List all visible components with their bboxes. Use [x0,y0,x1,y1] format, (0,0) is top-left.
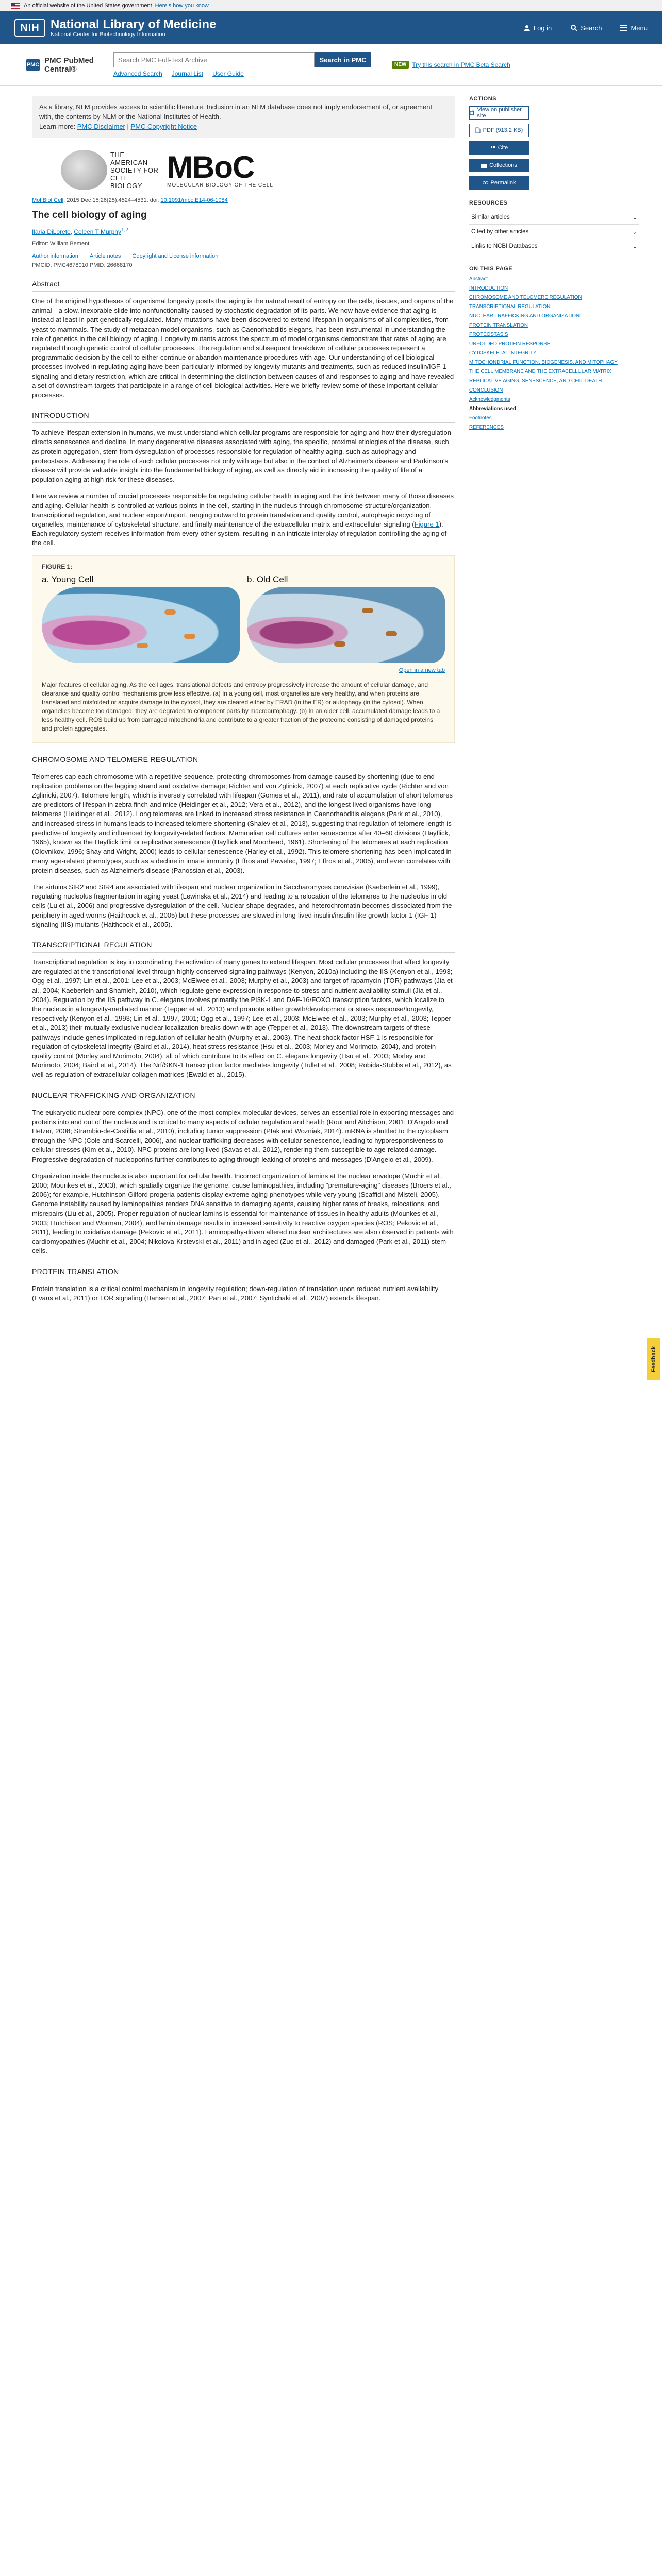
pdf-button[interactable] [469,124,529,137]
section-heading-nuclear: NUCLEAR TRAFFICKING AND ORGANIZATION [32,1091,455,1103]
chevron-down-icon: ⌄ [632,214,637,221]
search-icon [570,24,577,31]
old-cell-illustration [247,587,445,663]
advanced-search-link[interactable]: Advanced Search [113,70,162,77]
pmc-logo-text: PMC PubMed Central® [44,56,94,74]
author-affil: 1,2 [121,227,128,233]
mitochondrion-icon [164,609,176,615]
external-link-icon [470,110,474,115]
pmc-bar [0,44,662,86]
toc-item[interactable]: NUCLEAR TRAFFICKING AND ORGANIZATION [469,313,580,319]
protein-paragraph: Protein translation is a critical control mechanism in longevity regulation; down-regulation of translation upon reduced nutrient availability (Evans et al., 2011) or TOR signaling (Hansen et al., 2007; Pan et al., 2007; Syntichaki et al., 2007) extends lifespan. [32,1284,439,1302]
journal-list-link[interactable]: Journal List [171,70,204,77]
resource-label: Similar articles [471,214,510,221]
pmc-links [113,70,371,77]
citation [32,197,455,204]
collections-label: Collections [489,162,517,168]
pmc-copyright-link[interactable]: PMC Copyright Notice [130,123,197,130]
notice-text: As a library, NLM provides access to scientific literature. Inclusion in an NLM database does not imply endorsement of, or agreement with, the contents by NLM or the National Institutes of Health. [39,103,433,121]
panel-title-old: b. Old Cell [247,574,288,584]
nlm-subtitle: National Center for Biotechnology Information [51,31,166,38]
toc-item[interactable]: UNFOLDED PROTEIN RESPONSE [469,341,551,347]
view-publisher-button[interactable] [469,106,529,120]
figure-panel-old [247,574,445,663]
view-publisher-label: View on publisher site [477,107,522,119]
cite-label: Cite [498,145,508,151]
user-icon [523,24,531,31]
quote-icon [490,145,495,150]
permalink-button[interactable] [469,176,529,190]
notice-learn-more: Learn more: [39,123,76,130]
meta-links [32,253,455,259]
toc-item[interactable]: MITOCHONDRIAL FUNCTION, BIOGENESIS, AND MITOPHAGY [469,360,618,365]
nlm-name: National Library of Medicine [51,18,217,31]
mboc-logo [167,149,273,188]
menu-label: Menu [631,24,648,32]
mitochondrion-icon [386,631,397,636]
resources-heading: RESOURCES [469,200,508,206]
telomere-paragraph: Telomeres cap each chromosome with a repetitive sequence, protecting chromosomes from damage caused by shortening (due to end-replication problems on the lagging strand and oxidative damage; Richter and von Zglinicki, 2007) at each replicative cycle (Richter and von Zglinicki, 2007). Telomere length, which is inversely correlated with lifespan (Gomes et al., 2011), and rate of accumulation of short telomeres are predictors of lifespan in zebra finch and mice (Heidinger et al., 2012; Vera et al., 2012), and the longest-lived organisms have long telomeres (Heidinger et al., 2012). Long telomeres are linked to increased stress resistance in Caenorhabditis elegans (Park et al., 2010), and increased stress in humans leads to increased telomere shortening (Shalev et al., 2013), suggesting that regulation of telomere length is predictive of longevity and influenced by longevity-related factors. Mammalian cell cultures enter senescence after 40–60 divisions (Hayflick, 1965), known as the Hayflick limit or replicative senescence (Hayflick and Moorhead, 1961). Shortening of the telomeres at each replication (Olovnikov, 1996; Shay and Wright, 2000) leads to cellular senescence (Harley et al., 1992). This telomere shortening has been implicated in many age-related phenotypes, such as a decline in innate immunity (Effros and Pawelec, 1997; Effros et al., 2005), and even correlates with protein diseases, such as Alzheimer's disease (Panossian et al., 2003). [32,772,453,874]
login-label: Log in [533,24,552,32]
menu-button[interactable] [620,24,648,32]
menu-icon [620,25,627,31]
citation-rest: . 2015 Dec 15;26(25):4524–4531. doi: [63,197,159,204]
article-notes-link[interactable]: Article notes [89,253,121,259]
journal-banner[interactable] [32,147,455,193]
mboc-mark: MBoC [167,149,255,184]
mitochondrion-icon [137,643,148,648]
section-heading-transcription: TRANSCRIPTIONAL REGULATION [32,941,455,953]
figure-panel-young [42,574,240,663]
nlm-header [0,11,662,44]
mitochondrion-icon [334,641,345,647]
author-link[interactable]: Ilaria DiLoreto [32,228,71,235]
pmc-logo[interactable] [26,56,113,74]
article-main [32,96,455,1310]
editor: Editor: William Bement [32,241,90,247]
feedback-button[interactable] [647,1338,660,1380]
author-link[interactable]: Coleen T Murphy [74,228,121,235]
pmc-logo-mark: PMC [26,59,40,71]
gov-banner-link[interactable]: Here's how you know [155,3,209,9]
section-heading-introduction: INTRODUCTION [32,411,455,423]
section-heading-protein: PROTEIN TRANSLATION [32,1267,455,1279]
toc-item[interactable]: THE CELL MEMBRANE AND THE EXTRACELLULAR MATRIX [469,369,611,375]
on-this-page-heading: ON THIS PAGE [469,266,513,272]
ascb-name: THE AMERICAN SOCIETY FOR CELL BIOLOGY [110,150,159,190]
resource-cited-by[interactable] [469,225,639,239]
us-flag-icon [11,3,20,9]
pmc-beta [392,61,510,69]
authors: Ilaria DiLoreto, Coleen T Murphy$^{1,2}$ [32,227,128,235]
notice-sep: | [127,123,129,130]
toc-item[interactable]: TRANSCRIPTIONAL REGULATION [469,304,551,310]
resource-similar-articles[interactable] [469,210,639,225]
resource-ncbi-links[interactable] [469,239,639,253]
intro-paragraph: To achieve lifespan extension in humans, we must understand which cellular programs are responsible for aging and how their dysregulation directs senescence and decline. In many degenerative diseases associated with aging, the specific, proximal etiologies of the disease, such as protein aggregation, stem from dysregulation of processes responsible for regulation of healthy aging, such as autophagy and proteostasis. Addressing the role of such cellular processes not only with age but also in the context of Alzheimer's disease and Parkinson's disease will provide valuable insight into the fundamental biology of aging, as well as directly aid in increasing the quality of life of a population aging at high risk for these diseases. [32,429,451,484]
intro-paragraph [32,492,455,548]
article-ids: PMCID: PMC4678010 PMID: 26668170 [32,262,133,268]
section-heading-telomere: CHROMOSOME AND TELOMERE REGULATION [32,755,455,767]
login-button[interactable] [523,24,552,32]
figure-1 [32,555,455,743]
mitochondrion-icon [362,608,373,613]
open-in-new-tab-row [42,667,445,673]
nih-logo[interactable]: NIH [14,19,45,37]
toc-item[interactable]: CYTOSKELETAL INTEGRITY [469,350,537,356]
resource-label: Cited by other articles [471,228,529,235]
copyright-license-link[interactable]: Copyright and License information [132,253,219,259]
open-in-new-tab-link[interactable]: Open in a new tab [399,667,445,673]
mitochondrion-icon [184,634,195,639]
panel-title-young: a. Young Cell [42,574,94,584]
author-information-link[interactable]: Author information [32,253,78,259]
gov-banner [0,0,662,11]
toc-item[interactable]: CHROMOSOME AND TELOMERE REGULATION [469,295,582,300]
beta-search-link[interactable]: Try this search in PMC Beta Search [412,61,510,69]
intro-text: ). Each regulatory system receives information from every other system, resulting in an intricate interplay of regulation controlling the aging of the cell. [32,520,447,547]
pdf-label: PDF (913.2 KB) [483,127,523,133]
toc-item[interactable]: Acknowledgments [469,397,510,402]
toc-item[interactable]: PROTEOSTASIS [469,332,508,337]
feedback-label: Feedback [651,1346,657,1372]
figure-panels[interactable] [42,574,445,663]
citation-journal[interactable]: Mol Biol Cell [32,197,64,204]
figure-caption: Major features of cellular aging. As the cell ages, translational defects and entropy progressively increase the amount of cellular damage, and clearance and quality control mechanisms grow less effective. (a) In a young cell, most organelles are very healthy, and when proteins are translated and misfolded or acquire damage in the cytosol, they are cleared either by ERAD (in the ER) or autophagy (in the cytosol). When organelles become too damaged, they are degraded to component parts by macroautophagy. (b) In an older cell, accumulated damage leads to a less healthy cell. ROS build up from damaged mitochondria and contribute to a greater fraction of the proteome consisting of damaged proteins and protein aggregates. [42,681,440,732]
nlm-notice [32,96,455,138]
nlm-title-block[interactable] [51,18,216,38]
pmc-search [113,52,371,77]
toc-item[interactable]: INTRODUCTION [469,285,508,291]
cite-button[interactable] [469,141,529,155]
actions-heading: ACTIONS [469,96,496,102]
mboc-sub: MOLECULAR BIOLOGY OF THE CELL [167,182,273,188]
telomere-paragraph: The sirtuins SIR2 and SIR4 are associated with lifespan and nuclear organization in Saccharomyces cerevisiae (Kaeberlein et al., 1999), regulating nucleolus fragmentation in aging yeast (Lewinska et al., 2014) and leading to a relocation of the telomeres to the nucleolus in old cells (Lu et al., 2006) and progressive dysregulation of the cell. Nuclear shape degrades, and heterochromatin becomes dissociated from the periphery in aged worms (Haithcock et al., 2005) but these processes are slowed in long-lived insulin/insulin-like growth factor 1 (IGF-1) signaling (IIS) mutants (Haithcock et al., 2005). [32,883,452,928]
pmc-disclaimer-link[interactable]: PMC Disclaimer [77,123,125,130]
permalink-label: Permalink [490,180,516,186]
sidebar [469,96,639,434]
toc-item[interactable]: Abbreviations used [469,406,516,412]
ascb-logo-icon [61,150,107,190]
figure-label: FIGURE 1: [42,563,73,570]
resource-label: Links to NCBI Databases [471,243,538,249]
doi-link[interactable]: 10.1091/mbc.E14-06-1084 [160,197,228,204]
toc-item[interactable]: REPLICATIVE AGING, SENESCENCE, AND CELL DEATH [469,378,602,384]
abstract-paragraph: One of the original hypotheses of organismal longevity posits that aging is the natural result of entropy on the cells, tissues, and organs of the animal—a slow, inexorable slide into nonfunctionality caused by stochastic degradation of its parts. We now have evidence that aging is instead at least in part genetically regulated. Many mutations have been discovered to extend lifespan in organisms of all complexities, from yeast to mammals. The study of metazoan model organisms, such as Caenorhabditis elegans, has been instrumental in understanding the role of genetics in the cell biology of aging. Longevity mutants across the spectrum of model organisms demonstrate that rates of aging are regulated through genetic control of cellular processes. The regulation and subsequent breakdown of cellular processes represent a programmatic decision by the cell to either continue or abandon maintenance procedures with age. Our understanding of cell biological processes involved in regulating aging have been particularly informed by longevity mutants and treatments, such as reduced insulin/IGF-1 signaling and dietary restriction, which are critical in determining the distinction between causes of and responses to aging and have revealed a set of downstream targets that participate in a range of cell biological activities. Here we briefly review some of these important cellular processes. [32,297,454,399]
section-heading-abstract: Abstract [32,280,455,292]
toc-item[interactable]: REFERENCES [469,425,504,430]
user-guide-link[interactable]: User Guide [212,70,244,77]
collections-button[interactable] [469,159,529,172]
nlm-actions [523,24,648,32]
header-search-label: Search [581,24,602,32]
header-search-button[interactable] [570,24,602,32]
toc-item[interactable]: CONCLUSION [469,387,503,393]
transcription-paragraph: Transcriptional regulation is key in coordinating the activation of many genes to extend lifespan. Most cellular processes that affect longevity are regulated at the transcriptional level through highly conserved signaling pathways (Kenyon, 2010a) including the IIS (Kenyon et al., 1993; Ogg et al., 1997; Lin et al., 2001; Lee et al., 2003; McElwee et al., 2003; Murphy et al., 2003) and target of rapamycin (TOR) pathways (Jia et al., 2004; Kaeberlein and Shamieh, 2010), which regulate gene expression in response to stress and nutrient availability stimuli (Jia et al., 2004). Regulation by the IIS pathway in C. elegans involves primarily the PI3K-1 and DAF-16/FOXO transcription factors, which localize to the nucleus in a longevity-mediated manner (Tepper et al., 2013) and promote either growth/development or stress response/longevity, respectively (Kenyon et al., 1993; Lin et al., 1997, 2001; Ogg et al., 1997; Lee et al., 2003; McElwee et al., 2003; Murphy et al., 2003; Tepper et al., 2013) their mutually exclusive nuclear localization breaks down with age (Tepper et al., 2013). The downstream targets of these pathways include genes implicated in regulation of cellular health (Murphy et al., 2003). The heat shock factor HSF-1 is responsible for regulation of cytoskeletal integrity (Baird et al., 2014), heat stress resistance (Hsu et al., 2003; Morley and Morimoto, 2004), and protein quality control (Morley and Morimoto, 2004), all of which contribute to its effect on C. elegans longevity (Hsu et al., 2003; Morley and Morimoto, 2004; Baird et al., 2014). The Nrf/SKN-1 transcription factor mediates longevity (Tullet et al., 2008; Robida-Stubbs et al., 2012), as well as regulation of extracellular collagen matrices (Ewald et al., 2015). [32,958,453,1079]
pmc-search-input[interactable] [113,52,315,67]
nuclear-paragraph: The eukaryotic nuclear pore complex (NPC), one of the most complex molecular devices, serves an essential role in exporting messages and proteins into and out of the nucleus and is critical to many aspects of cellular regulation and health (Rout and Aitchison, 2001; D'Angelo and Hetzer, 2008; Strambio-de-Castillia et al., 2010), including tumor suppression (Ptak and Wozniak, 2014). mRNA is shuttled to the cytoplasm through the NPC (Cole and Scarcelli, 2006), and nuclear trafficking decreases with cellular senescence, leading to hyporesponsiveness to cellular stresses (Kim et al., 2010). NPC proteins are long lived (Savas et al., 2012), rendering them susceptible to age-related damage. Progressive degradation of nucleoporins further contributes to aging through leaking of proteins and messages (D'Angelo et al., 2009). [32,1108,454,1163]
toc-item[interactable]: PROTEIN TRANSLATION [469,323,528,328]
table-of-contents [469,276,639,431]
link-icon [483,181,488,185]
figure-1-link[interactable]: Figure 1 [414,520,439,529]
chevron-down-icon: ⌄ [632,229,637,235]
document-icon [475,127,481,133]
chevron-down-icon: ⌄ [632,243,637,250]
intro-text: Here we review a number of crucial processes responsible for regulating cellular health in aging and the link between many of those diseases and aging. Cellular health is controlled at various points in the cell, starting in the nucleus through chromosome structure/organization, transcriptional regulation, and nuclear export/import, ranging outward to protein translation and quality control, autophagic recycling of organelles, maintenance of cytoskeletal structure, and finally maintenance of the extracellular matrix and extracellular signaling ( [32,492,454,529]
toc-item[interactable]: Abstract [469,276,488,282]
young-cell-illustration [42,587,240,663]
folder-icon [481,163,487,168]
nuclear-paragraph: Organization inside the nucleus is also important for cellular health. Incorrect organization of lamins at the nuclear envelope (Muchir et al., 2000; Mounkes et al., 2003), which spatially organize the genome, cause laminopathies, including "premature-aging" diseases (Broers et al., 2006); for example, Hutchinson-Gilford progeria patients display extreme aging phenotypes while very young (Scaffidi and Misteli, 2005). Genome instability caused by laminopathies renders DNA sensitive to damaging agents, causing higher rates of breaks, relocations, and misrepairs (Liu et al., 2005). Proper regulation of nuclear lamins is essential for maintenance of tissues in healthy adults (Mounkes et al., 2003; Hutchison and Worman, 2004), and lamin damage results in increased sensitivity to reactive oxygen species (ROS; Pekovic et al., 2011), leading to oxidative damage (Pekovic et al., 2011). Laminopathy-driven altered nuclear architectures are also observed in patients with cardiomyopathies (Muchir et al., 2004; Nikolova-Krstevski et al., 2011) and in aged (Zuo et al., 2012) and damaged (Park et al., 2011) stem cells. [32,1172,454,1255]
article-title: The cell biology of aging [32,210,147,221]
new-badge: NEW [392,61,409,69]
toc-item[interactable]: Footnotes [469,415,492,421]
gov-banner-text: An official website of the United States government [24,3,152,9]
pmc-search-button[interactable]: Search in PMC [315,52,371,67]
